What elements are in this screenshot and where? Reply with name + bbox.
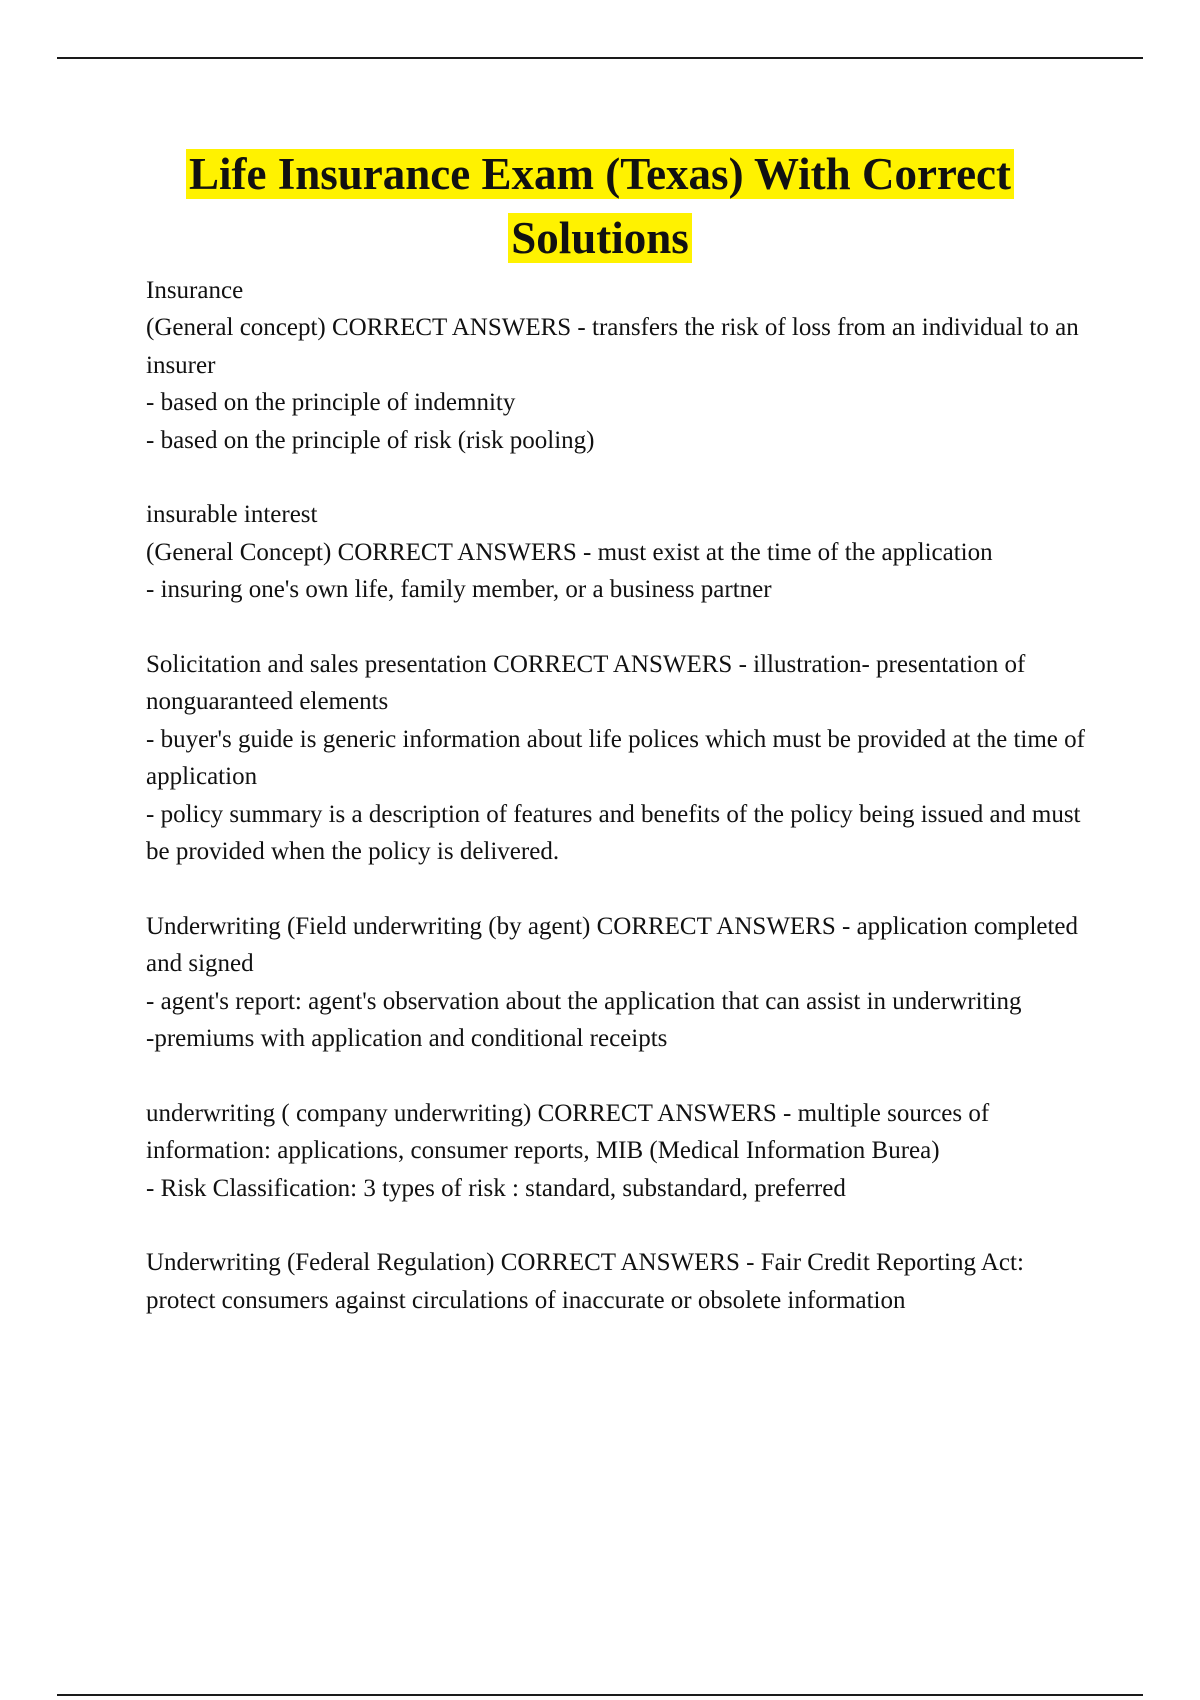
qa-entry-solicitation (146, 646, 1094, 870)
document-body (146, 272, 1094, 1357)
entry-line: Insurance (146, 277, 244, 304)
entry-line: - policy summary is a description of features and benefits of the policy being issued and must be provided when the policy is delivered. (146, 800, 1081, 866)
title-line-1 (100, 142, 1100, 206)
bottom-divider (57, 1694, 1143, 1696)
title-highlight-1: Life Insurance Exam (Texas) With Correct (186, 149, 1014, 199)
entry-line: - Risk Classification: 3 types of risk : standard, substandard, preferred (146, 1174, 846, 1202)
top-divider (57, 57, 1143, 59)
entry-line: Underwriting (Federal Regulation) CORRECT ANSWERS - Fair Credit Reporting Act: protect consumers against circulations of inaccurate or obsolete information (146, 1249, 1024, 1314)
entry-line: - based on the principle of risk (risk pooling) (146, 426, 595, 454)
entry-line: - buyer's guide is generic information about life polices which must be provided at the time of application (146, 725, 1085, 791)
title-highlight-2: Solutions (508, 213, 692, 263)
qa-entry-field-underwriting (146, 908, 1094, 1058)
entry-line: - agent's report: agent's observation about the application that can assist in underwriting (146, 987, 1022, 1015)
entry-line: - based on the principle of indemnity (146, 389, 516, 417)
entry-line: insurable interest (146, 501, 318, 529)
entry-line: -premiums with application and conditional receipts (146, 1025, 668, 1053)
entry-line: Underwriting (Field underwriting (by agent) CORRECT ANSWERS - application completed and signed (146, 912, 1079, 978)
entry-line: Solicitation and sales presentation CORRECT ANSWERS - illustration- presentation of nonguaranteed elements (146, 651, 1026, 716)
entry-line: (General concept) CORRECT ANSWERS - transfers the risk of loss from an individual to an insurer (146, 314, 1079, 379)
document-title (100, 142, 1100, 270)
entry-line: underwriting ( company underwriting) CORRECT ANSWERS - multiple sources of information: applications, consumer reports, MIB (Medical Information Burea) (146, 1099, 990, 1165)
entry-line: - insuring one's own life, family member, or a business partner (146, 576, 772, 604)
qa-entry-federal-regulation (146, 1244, 1094, 1319)
entry-line: (General Concept) CORRECT ANSWERS - must exist at the time of the application (146, 538, 993, 566)
qa-entry-insurance (146, 272, 1094, 459)
title-line-2 (100, 206, 1100, 270)
qa-entry-insurable-interest (146, 496, 1094, 608)
qa-entry-company-underwriting (146, 1095, 1094, 1207)
